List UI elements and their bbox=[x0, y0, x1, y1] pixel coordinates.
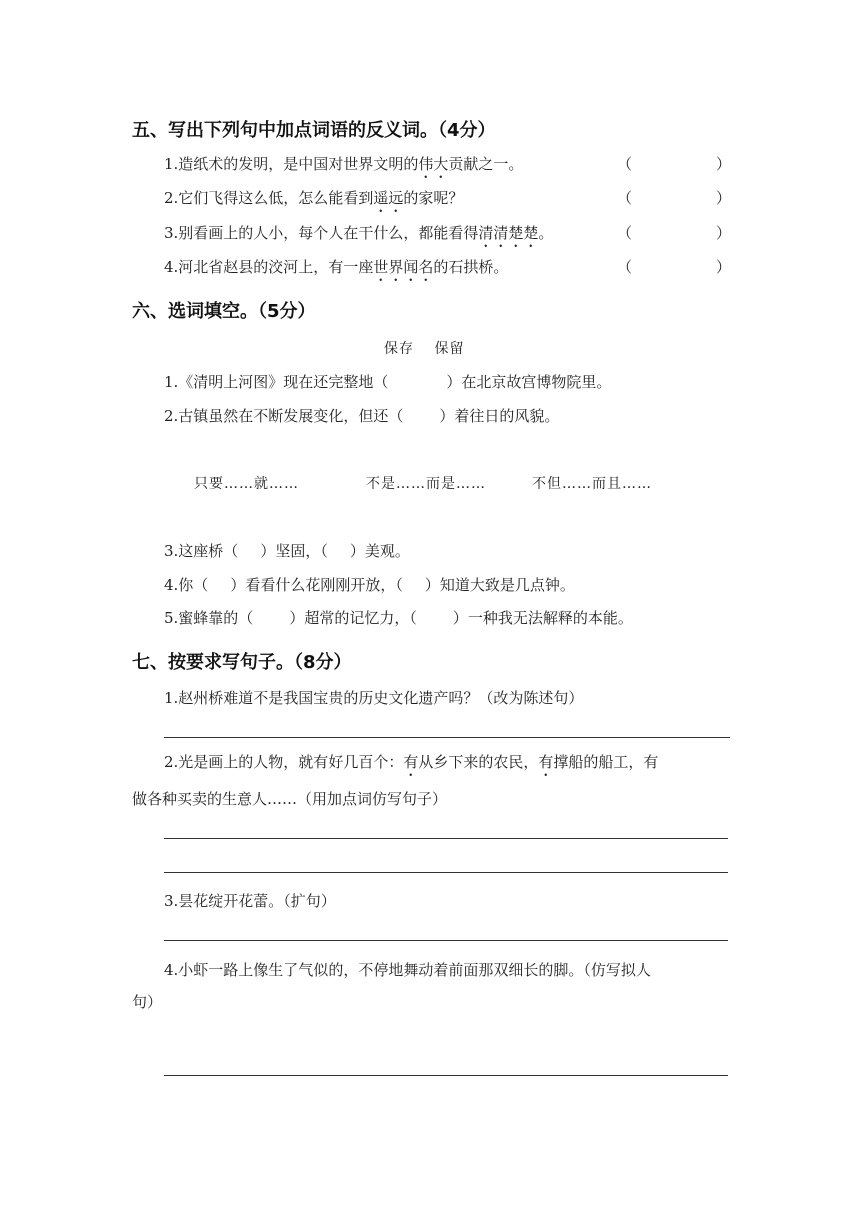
answer-paren-close: ） bbox=[716, 258, 732, 276]
answer-line[interactable] bbox=[164, 737, 730, 738]
section5-item-4: 4.河北省赵县的洨河上，有一座世界闻名的石拱桥。 bbox=[164, 258, 509, 276]
section5-item-1: 1.造纸术的发明，是中国对世界文明的伟大贡献之一。 bbox=[164, 155, 524, 173]
dotted-word: 清清楚楚 bbox=[478, 224, 539, 242]
section7-q1: 1.赵州桥难道不是我国宝贵的历史文化遗产吗？（改为陈述句） bbox=[164, 689, 584, 707]
answer-paren-open: （ bbox=[617, 258, 633, 276]
section7-q4-line1: 4.小虾一路上像生了气似的，不停地舞动着前面那双细长的脚。（仿写拟人 bbox=[164, 961, 651, 979]
answer-paren-open: （ bbox=[617, 155, 633, 173]
word-bank-1: 保存 保留 bbox=[384, 341, 465, 357]
section7-title: 七、按要求写句子。（8分） bbox=[132, 652, 352, 673]
word-bank-2-item: 不是……而是…… bbox=[366, 476, 486, 492]
section6-item-4: 4.你（ ）看看什么花刚刚开放，（ ）知道大致是几点钟。 bbox=[164, 576, 575, 594]
word-bank-2-item: 不但……而且…… bbox=[532, 476, 652, 492]
answer-paren-close: ） bbox=[716, 224, 732, 242]
section5-item-2: 2.它们飞得这么低，怎么能看到遥远的家呢？ bbox=[164, 189, 464, 207]
answer-line[interactable] bbox=[164, 872, 728, 873]
dotted-word: 伟大 bbox=[418, 155, 449, 173]
section6-item-3: 3.这座桥（ ）坚固，（ ）美观。 bbox=[164, 542, 410, 560]
answer-line[interactable] bbox=[164, 838, 728, 839]
section7-q2-line2: 做各种买卖的生意人……（用加点词仿写句子） bbox=[132, 790, 448, 808]
answer-paren-open: （ bbox=[617, 224, 633, 242]
dotted-word: 遥远 bbox=[373, 189, 404, 207]
dotted-word: 有 bbox=[403, 753, 419, 771]
word-bank-2-item: 只要……就…… bbox=[194, 476, 299, 492]
section5-title: 五、写出下列句中加点词语的反义词。（4分） bbox=[132, 120, 496, 141]
answer-paren-close: ） bbox=[716, 189, 732, 207]
section7-q3: 3.昙花绽开花蕾。（扩句） bbox=[164, 892, 336, 910]
section7-q4-line2: 句） bbox=[132, 993, 163, 1011]
answer-line[interactable] bbox=[164, 1075, 728, 1076]
section5-item-3: 3.别看画上的人小，每个人在干什么，都能看得清清楚楚。 bbox=[164, 224, 554, 242]
dotted-word: 有 bbox=[538, 753, 554, 771]
section6-item-1: 1.《清明上河图》现在还完整地（ ）在北京故宫博物院里。 bbox=[164, 373, 612, 391]
answer-paren-close: ） bbox=[716, 155, 732, 173]
section6-item-2: 2.古镇虽然在不断发展变化，但还（ ）着往日的风貌。 bbox=[164, 407, 560, 425]
section6-item-5: 5.蜜蜂靠的（ ）超常的记忆力，（ ）一种我无法解释的本能。 bbox=[164, 609, 633, 627]
dotted-word: 世界闻名 bbox=[373, 258, 434, 276]
answer-paren-open: （ bbox=[617, 189, 633, 207]
answer-line[interactable] bbox=[164, 940, 728, 941]
section7-q2-line1: 2.光是画上的人物，就有好几百个：有从乡下来的农民，有撑船的船工，有 bbox=[164, 753, 659, 771]
section6-title: 六、选词填空。（5分） bbox=[132, 301, 316, 322]
